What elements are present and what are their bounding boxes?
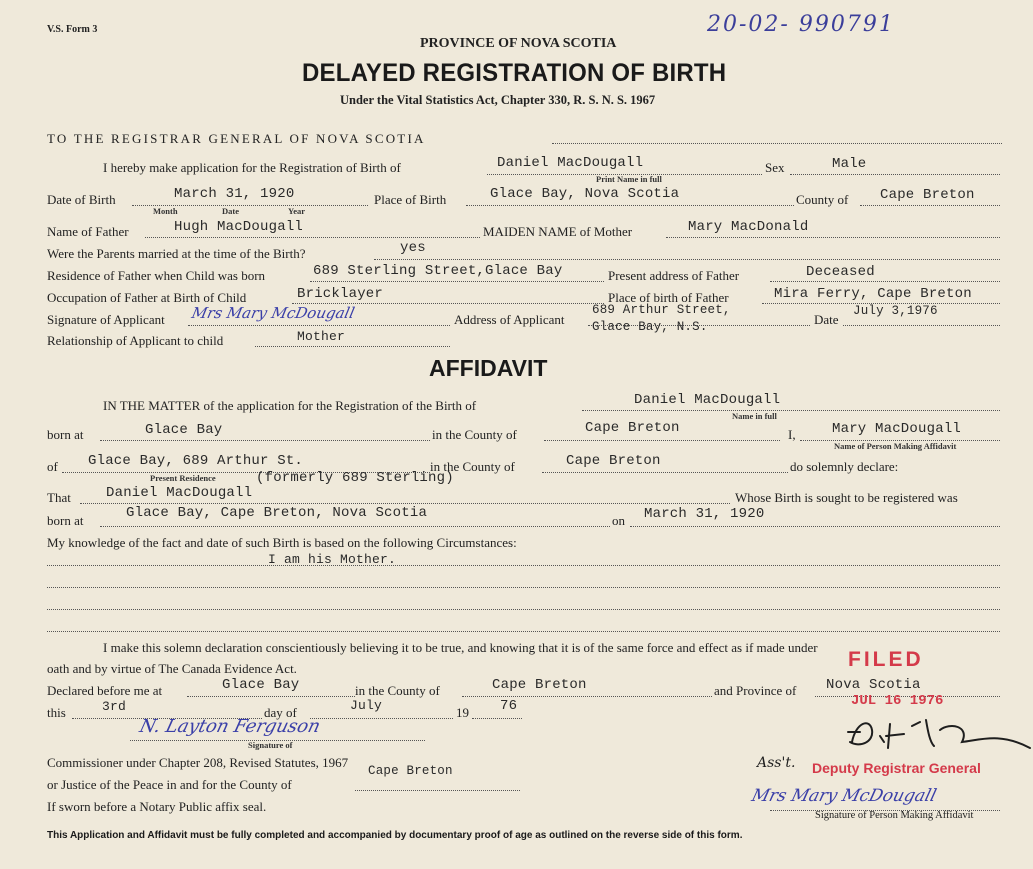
- affidavit-child-name: Daniel MacDougall: [634, 392, 781, 408]
- county-label: County of: [796, 192, 849, 207]
- born-place-line: [100, 526, 610, 527]
- pob-label: Place of Birth: [374, 192, 447, 207]
- i-label: I,: [788, 427, 796, 442]
- application-date-line: [843, 325, 1000, 326]
- that-label: That: [47, 490, 71, 505]
- matter-label: IN THE MATTER of the application for the Registration of the Birth of: [103, 398, 477, 413]
- addressee: TO THE REGISTRAR GENERAL OF NOVA SCOTIA: [47, 131, 426, 146]
- father-pob-value: Mira Ferry, Cape Breton: [774, 286, 972, 302]
- pob-value: Glace Bay, Nova Scotia: [490, 186, 680, 202]
- sex-line: [790, 174, 1000, 175]
- relationship-value: Mother: [297, 329, 346, 344]
- intro-label: I hereby make application for the Registration of Birth of: [103, 160, 401, 175]
- circumstance-line-1: [47, 565, 1000, 566]
- province-heading: PROVINCE OF NOVA SCOTIA: [420, 36, 617, 51]
- affidavit-residence-value: Glace Bay, 689 Arthur St.: [88, 453, 304, 469]
- residence-value: 689 Sterling Street,Glace Bay: [313, 263, 563, 279]
- dob-label: Date of Birth: [47, 192, 116, 207]
- page-title: DELAYED REGISTRATION OF BIRTH: [302, 59, 727, 87]
- form-number: V.S. Form 3: [47, 24, 98, 35]
- month-line: [310, 718, 453, 719]
- declared-county-value: Cape Breton: [492, 677, 587, 693]
- filed-date-stamp: JUL 16 1976: [851, 693, 944, 709]
- married-value: yes: [400, 240, 426, 256]
- deputy-registrar-stamp: Deputy Registrar General: [812, 760, 981, 776]
- former-residence-note: (formerly 689 Sterling): [256, 470, 454, 486]
- applicant-signature-line: [188, 325, 450, 326]
- relationship-line: [255, 346, 450, 347]
- declaration-line2: oath and by virtue of The Canada Evidence Act.: [47, 661, 297, 676]
- commissioner-line1: Commissioner under Chapter 208, Revised Statutes, 1967: [47, 755, 349, 770]
- declared-place-value: Glace Bay: [222, 677, 300, 693]
- county2-line: [542, 472, 788, 473]
- declared-place-line: [187, 696, 355, 697]
- applicant-signature: Mrs Mary McDougall: [190, 304, 357, 322]
- circumstance-value: I am his Mother.: [268, 552, 397, 567]
- applicant-address-line1: 689 Arthur Street,: [592, 303, 731, 317]
- county2-label: in the County of: [430, 459, 515, 474]
- born-county-label: in the County of: [432, 427, 517, 442]
- county-value: Cape Breton: [880, 187, 975, 203]
- day-value: 3rd: [102, 699, 127, 714]
- that-name-value: Daniel MacDougall: [106, 485, 253, 501]
- of-label: of: [47, 459, 58, 474]
- applicant-address-line2: Glace Bay, N.S.: [592, 320, 708, 334]
- commissioner-signature: N. Layton Ferguson: [137, 716, 323, 737]
- footer-note: This Application and Affidavit must be fully completed and accompanied by documentary proof of age as outlined on the reverse side of this form.: [47, 830, 743, 841]
- year-line: [472, 718, 522, 719]
- declare-label: do solemnly declare:: [790, 459, 899, 474]
- married-label: Were the Parents married at the time of the Birth?: [47, 246, 306, 261]
- dob-hint-month: Month: [153, 206, 178, 216]
- applicant-address-label: Address of Applicant: [454, 312, 565, 327]
- county-line: [860, 205, 1000, 206]
- county2-value: Cape Breton: [566, 453, 661, 469]
- dob-hint-date: Date: [222, 206, 239, 216]
- declared-county-label: in the County of: [355, 683, 440, 698]
- whose-label: Whose Birth is sought to be registered was: [735, 490, 958, 505]
- deputy-initials: D.F. Fulton: [830, 712, 835, 713]
- filed-stamp: FILED: [848, 648, 924, 671]
- page-subtitle: Under the Vital Statistics Act, Chapter 330, R. S. N. S. 1967: [340, 93, 656, 107]
- circumstance-line-2: [47, 587, 1000, 588]
- father-pob-label: Place of birth of Father: [608, 290, 729, 305]
- residence-line: [310, 281, 604, 282]
- father-label: Name of Father: [47, 224, 129, 239]
- on-label: on: [612, 513, 625, 528]
- deponent-value: Mary MacDougall: [832, 421, 962, 437]
- affidavit-heading: AFFIDAVIT: [429, 355, 548, 381]
- mother-value: Mary MacDonald: [688, 219, 809, 235]
- declared-county-line: [462, 696, 712, 697]
- applicant-signature-label: Signature of Applicant: [47, 312, 165, 327]
- that-line: [80, 503, 730, 504]
- deponent-hint: Name of Person Making Affidavit: [834, 441, 957, 451]
- dob-hint-year: Year: [288, 206, 305, 216]
- present-residence-hint: Present Residence: [150, 473, 216, 483]
- file-number: 20-02- 990791: [707, 12, 895, 37]
- year-prefix: 19: [456, 705, 469, 720]
- mother-line: [666, 237, 1000, 238]
- notary-note: If sworn before a Notary Public affix seal.: [47, 799, 267, 814]
- day-of-label: day of: [264, 705, 297, 720]
- commissioner-county-value: Cape Breton: [368, 764, 453, 778]
- occupation-value: Bricklayer: [297, 286, 384, 302]
- born-at2-label: born at: [47, 513, 84, 528]
- application-date-label: Date: [814, 312, 839, 327]
- born-place-value: Glace Bay, Cape Breton, Nova Scotia: [126, 505, 428, 521]
- asst-prefix: Ass't.: [757, 755, 796, 771]
- born-at-value: Glace Bay: [145, 422, 223, 438]
- dob-value: March 31, 1920: [174, 186, 295, 202]
- sex-label: Sex: [765, 160, 785, 175]
- mother-label: MAIDEN NAME of Mother: [483, 224, 633, 239]
- residence-label: Residence of Father when Child was born: [47, 268, 266, 283]
- present-address-line: [770, 281, 1000, 282]
- declaration-line1: I make this solemn declaration conscientiously believing it to be true, and knowing that it is of the same force and effect as if made under: [103, 640, 818, 655]
- born-county-value: Cape Breton: [585, 420, 680, 436]
- commissioner-county-line: [355, 790, 520, 791]
- relationship-label: Relationship of Applicant to child: [47, 333, 224, 348]
- born-county-line: [544, 440, 780, 441]
- province-value: Nova Scotia: [826, 677, 921, 693]
- born-date-line: [630, 526, 1000, 527]
- this-label: this: [47, 705, 66, 720]
- applicant-affidavit-signature: Mrs Mary McDougall: [749, 786, 939, 806]
- name-full-hint: Name in full: [732, 411, 777, 421]
- occupation-label: Occupation of Father at Birth of Child: [47, 290, 247, 305]
- born-at-label: born at: [47, 427, 84, 442]
- matter-line: [582, 410, 1000, 411]
- knowledge-label: My knowledge of the fact and date of such Birth is based on the following Circumstances:: [47, 535, 517, 550]
- born-at-line: [100, 440, 430, 441]
- sex-value: Male: [832, 156, 867, 172]
- year-suffix: 76: [500, 698, 518, 714]
- circumstance-line-3: [47, 609, 1000, 610]
- signature-of-hint: Signature of: [248, 740, 293, 750]
- father-line: [145, 237, 480, 238]
- circumstance-line-4: [47, 631, 1000, 632]
- application-date-value: July 3,1976: [853, 304, 938, 318]
- commissioner-line2: or Justice of the Peace in and for the County of: [47, 777, 292, 792]
- born-date-value: March 31, 1920: [644, 506, 765, 522]
- pob-line: [466, 205, 794, 206]
- divider-dotted: [552, 143, 1002, 144]
- married-line: [374, 259, 1000, 260]
- father-value: Hugh MacDougall: [174, 219, 304, 235]
- present-address-value: Deceased: [806, 264, 875, 280]
- month-value: July: [350, 698, 383, 713]
- child-name-value: Daniel MacDougall: [497, 155, 644, 171]
- present-address-label: Present address of Father: [608, 268, 740, 283]
- province-label: and Province of: [714, 683, 797, 698]
- deputy-signature-scrawl: [830, 712, 1033, 758]
- applicant-signature-hint: Signature of Person Making Affidavit: [815, 810, 974, 821]
- declared-label: Declared before me at: [47, 683, 163, 698]
- print-name-hint: Print Name in full: [596, 174, 662, 184]
